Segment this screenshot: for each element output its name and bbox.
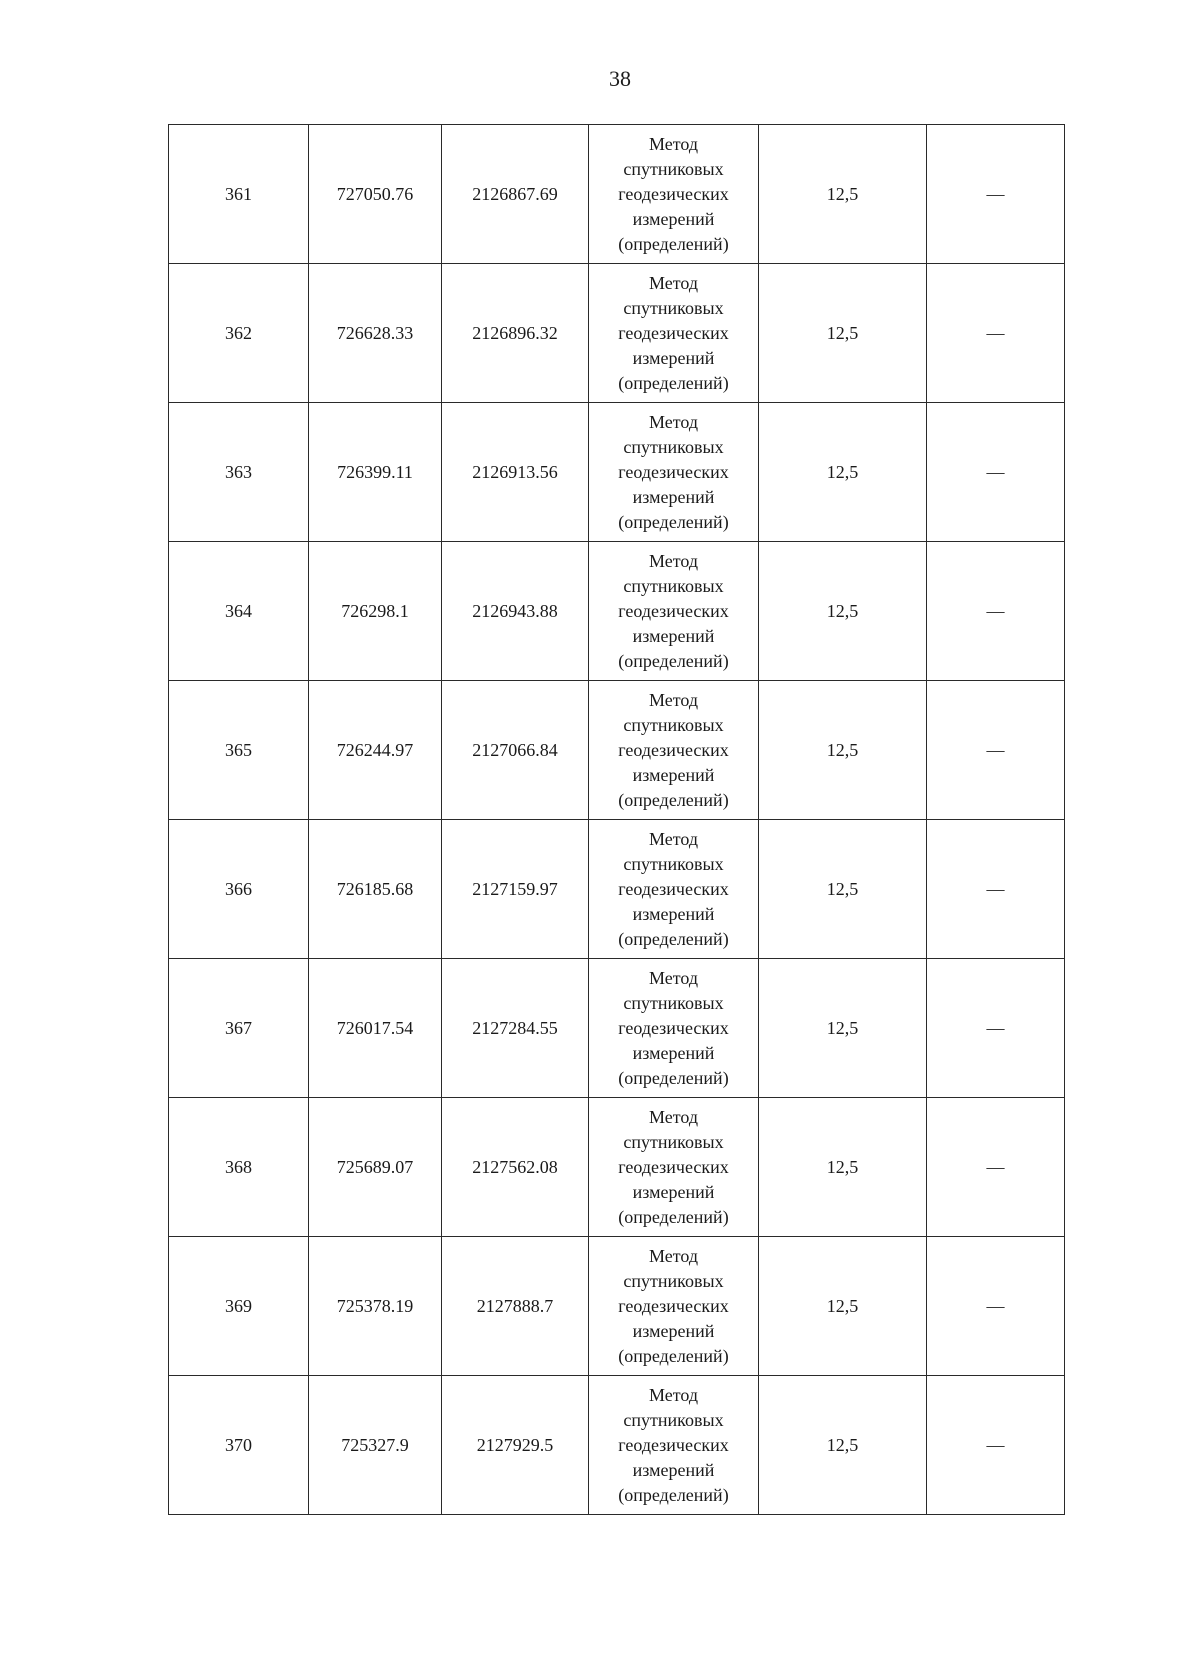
method-text xyxy=(618,1244,729,1369)
description-cell xyxy=(927,125,1065,264)
method-line: Метод xyxy=(648,967,699,988)
method-cell xyxy=(589,264,759,403)
method-line: (определений) xyxy=(618,511,729,532)
method-line: измерений xyxy=(632,625,715,646)
table-row xyxy=(169,403,1065,542)
method-line: (определений) xyxy=(618,1345,729,1366)
y-coordinate-cell: 2126913.56 xyxy=(442,403,589,542)
x-coordinate-cell: 726628.33 xyxy=(309,264,442,403)
method-line: Метод xyxy=(648,133,699,154)
y-coordinate-cell: 2127929.5 xyxy=(442,1376,589,1515)
method-line: геодезических xyxy=(618,461,729,482)
x-coordinate-cell: 725689.07 xyxy=(309,1098,442,1237)
method-line: геодезических xyxy=(618,183,729,204)
x-coordinate-cell: 726017.54 xyxy=(309,959,442,1098)
method-text xyxy=(618,688,729,813)
method-line: спутниковых xyxy=(623,992,724,1013)
accuracy-cell: 12,5 xyxy=(759,403,927,542)
table-row xyxy=(169,542,1065,681)
description-cell xyxy=(927,403,1065,542)
method-line: спутниковых xyxy=(623,436,724,457)
method-line: Метод xyxy=(648,550,699,571)
accuracy-cell: 12,5 xyxy=(759,264,927,403)
page-number: 38 xyxy=(609,66,631,91)
method-cell xyxy=(589,125,759,264)
x-coordinate-cell: 726298.1 xyxy=(309,542,442,681)
description-dash: — xyxy=(986,878,1005,899)
description-dash: — xyxy=(986,322,1005,343)
method-line: (определений) xyxy=(618,372,729,393)
x-coordinate-cell: 725327.9 xyxy=(309,1376,442,1515)
method-cell xyxy=(589,403,759,542)
x-coordinate-cell: 726244.97 xyxy=(309,681,442,820)
method-text xyxy=(618,1105,729,1230)
method-text xyxy=(618,827,729,952)
method-line: измерений xyxy=(632,903,715,924)
method-cell xyxy=(589,1237,759,1376)
method-cell xyxy=(589,681,759,820)
method-line: (определений) xyxy=(618,1206,729,1227)
coordinates-table xyxy=(168,124,1065,1515)
method-line: измерений xyxy=(632,1181,715,1202)
method-cell xyxy=(589,1098,759,1237)
y-coordinate-cell: 2126867.69 xyxy=(442,125,589,264)
method-line: (определений) xyxy=(618,789,729,810)
description-cell xyxy=(927,1376,1065,1515)
method-line: спутниковых xyxy=(623,1131,724,1152)
table-row xyxy=(169,681,1065,820)
table-row xyxy=(169,959,1065,1098)
description-cell xyxy=(927,264,1065,403)
description-dash: — xyxy=(986,1295,1005,1316)
table-row xyxy=(169,125,1065,264)
point-number-cell: 366 xyxy=(169,820,309,959)
y-coordinate-cell: 2127888.7 xyxy=(442,1237,589,1376)
method-line: (определений) xyxy=(618,233,729,254)
method-line: (определений) xyxy=(618,928,729,949)
description-cell xyxy=(927,959,1065,1098)
y-coordinate-cell: 2127159.97 xyxy=(442,820,589,959)
method-line: геодезических xyxy=(618,1434,729,1455)
description-dash: — xyxy=(986,183,1005,204)
description-cell xyxy=(927,820,1065,959)
y-coordinate-cell: 2126943.88 xyxy=(442,542,589,681)
method-line: Метод xyxy=(648,1245,699,1266)
y-coordinate-cell: 2127562.08 xyxy=(442,1098,589,1237)
method-text xyxy=(618,271,729,396)
method-line: Метод xyxy=(648,1384,699,1405)
accuracy-cell: 12,5 xyxy=(759,542,927,681)
method-line: геодезических xyxy=(618,1156,729,1177)
accuracy-cell: 12,5 xyxy=(759,1376,927,1515)
description-dash: — xyxy=(986,461,1005,482)
point-number-cell: 363 xyxy=(169,403,309,542)
description-cell xyxy=(927,1237,1065,1376)
method-line: геодезических xyxy=(618,600,729,621)
x-coordinate-cell: 726185.68 xyxy=(309,820,442,959)
point-number-cell: 367 xyxy=(169,959,309,1098)
method-text xyxy=(618,549,729,674)
accuracy-cell: 12,5 xyxy=(759,1237,927,1376)
method-line: Метод xyxy=(648,272,699,293)
accuracy-cell: 12,5 xyxy=(759,125,927,264)
table-row xyxy=(169,820,1065,959)
method-line: Метод xyxy=(648,411,699,432)
description-cell xyxy=(927,681,1065,820)
description-dash: — xyxy=(986,1434,1005,1455)
description-dash: — xyxy=(986,1017,1005,1038)
method-cell xyxy=(589,820,759,959)
method-text xyxy=(618,966,729,1091)
description-cell xyxy=(927,542,1065,681)
method-line: спутниковых xyxy=(623,575,724,596)
accuracy-cell: 12,5 xyxy=(759,820,927,959)
point-number-cell: 370 xyxy=(169,1376,309,1515)
method-line: геодезических xyxy=(618,322,729,343)
method-line: геодезических xyxy=(618,739,729,760)
x-coordinate-cell: 726399.11 xyxy=(309,403,442,542)
accuracy-cell: 12,5 xyxy=(759,959,927,1098)
method-line: измерений xyxy=(632,347,715,368)
method-line: спутниковых xyxy=(623,853,724,874)
method-line: геодезических xyxy=(618,1295,729,1316)
method-line: спутниковых xyxy=(623,1270,724,1291)
method-line: (определений) xyxy=(618,1067,729,1088)
method-cell xyxy=(589,542,759,681)
coordinates-table-body xyxy=(169,125,1065,1515)
point-number-cell: 364 xyxy=(169,542,309,681)
method-line: измерений xyxy=(632,1320,715,1341)
method-line: Метод xyxy=(648,689,699,710)
method-line: спутниковых xyxy=(623,714,724,735)
y-coordinate-cell: 2127284.55 xyxy=(442,959,589,1098)
table-row xyxy=(169,1237,1065,1376)
method-line: измерений xyxy=(632,486,715,507)
method-cell xyxy=(589,1376,759,1515)
method-line: спутниковых xyxy=(623,297,724,318)
point-number-cell: 362 xyxy=(169,264,309,403)
point-number-cell: 361 xyxy=(169,125,309,264)
method-line: измерений xyxy=(632,764,715,785)
method-cell xyxy=(589,959,759,1098)
method-line: спутниковых xyxy=(623,1409,724,1430)
description-cell xyxy=(927,1098,1065,1237)
method-line: измерений xyxy=(632,1042,715,1063)
description-dash: — xyxy=(986,1156,1005,1177)
description-dash: — xyxy=(986,739,1005,760)
x-coordinate-cell: 725378.19 xyxy=(309,1237,442,1376)
method-text xyxy=(618,132,729,257)
point-number-cell: 365 xyxy=(169,681,309,820)
accuracy-cell: 12,5 xyxy=(759,681,927,820)
accuracy-cell: 12,5 xyxy=(759,1098,927,1237)
table-row xyxy=(169,1098,1065,1237)
method-line: спутниковых xyxy=(623,158,724,179)
method-line: (определений) xyxy=(618,650,729,671)
method-line: измерений xyxy=(632,208,715,229)
method-line: геодезических xyxy=(618,878,729,899)
method-line: геодезических xyxy=(618,1017,729,1038)
method-line: Метод xyxy=(648,1106,699,1127)
y-coordinate-cell: 2126896.32 xyxy=(442,264,589,403)
method-line: Метод xyxy=(648,828,699,849)
method-line: измерений xyxy=(632,1459,715,1480)
table-row xyxy=(169,264,1065,403)
x-coordinate-cell: 727050.76 xyxy=(309,125,442,264)
description-dash: — xyxy=(986,600,1005,621)
table-row xyxy=(169,1376,1065,1515)
point-number-cell: 369 xyxy=(169,1237,309,1376)
y-coordinate-cell: 2127066.84 xyxy=(442,681,589,820)
method-text xyxy=(618,1383,729,1508)
method-text xyxy=(618,410,729,535)
method-line: (определений) xyxy=(618,1484,729,1505)
point-number-cell: 368 xyxy=(169,1098,309,1237)
